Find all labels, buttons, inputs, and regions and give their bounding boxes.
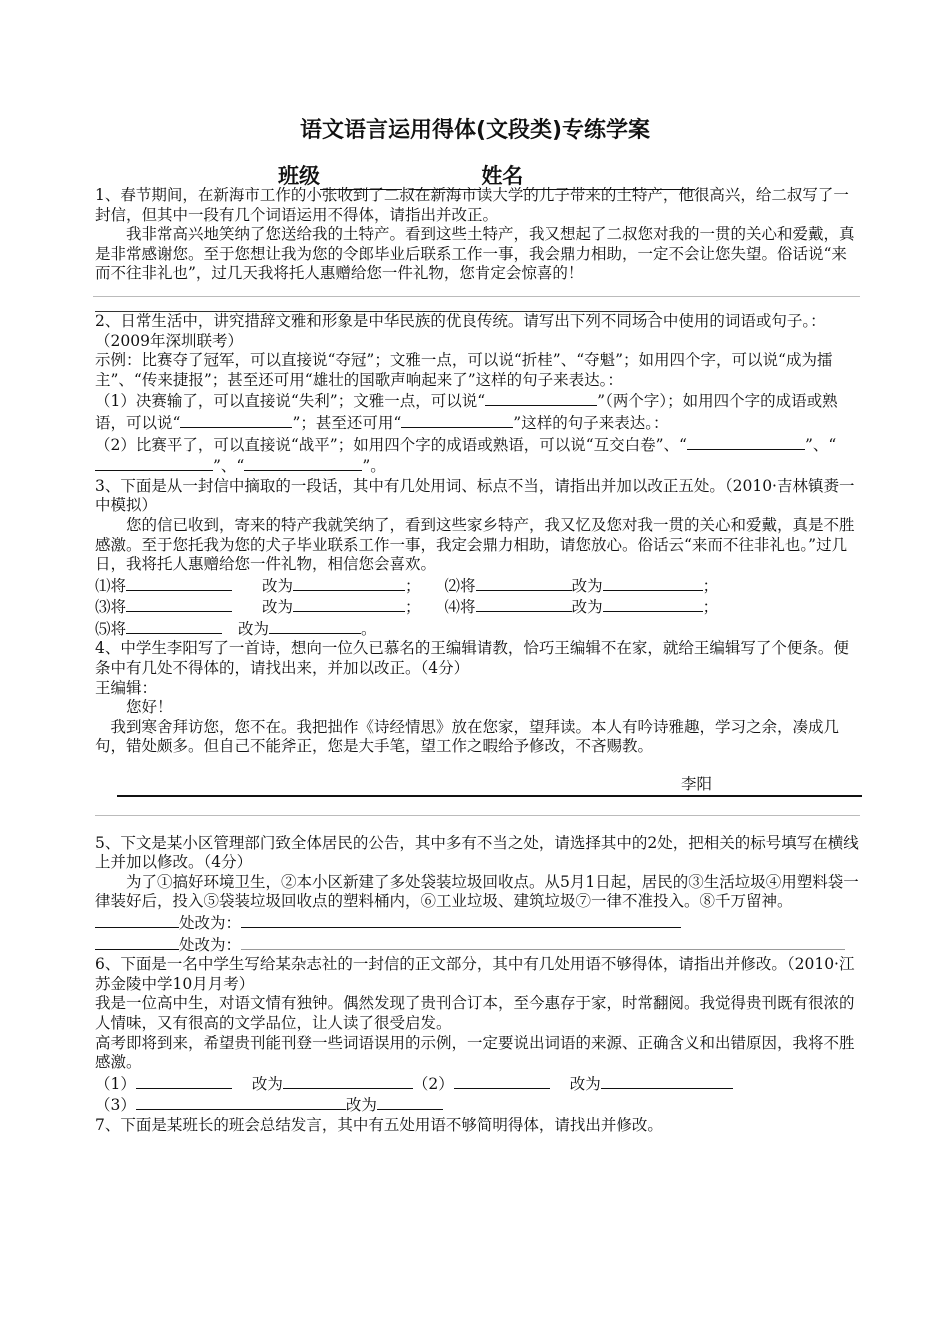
q5-fix1: 处改为： (95, 912, 860, 934)
q1-question: 1、春节期间，在新海市工作的小张收到了二叔在新海市读大学的儿子带来的土特产，他很高兴，给二叔写了一封信，但其中一段有几个词语运用不得体，请指出并改正。 (95, 186, 849, 224)
document-title: 语文语言运用得体(文段类)专练学案 (299, 118, 651, 143)
q3-blank-5b[interactable] (269, 618, 361, 634)
q1-passage: 我非常高兴地笑纳了您送给我的土特产。看到这些土特产，我又想起了二叔您对我的一贯的关心和爱戴，真是非常感谢您。至于您想让我为您的令郎毕业后联系工作一事，我会鼎力相助，一定不会让您失望。俗话说“来而不往非礼也”，过几天我将托人惠赠给您一件礼物，您肯定会惊喜的！ (95, 225, 855, 283)
q4-question: 4、中学生李阳写了一首诗，想向一位久已慕名的王编辑请教，恰巧王编辑不在家，就给王编辑写了个便条。便条中有几处不得体的，请找出来，并加以改正。（4分） (95, 639, 849, 678)
q7-question: 7、下面是某班长的班会总结发言，其中有五处用语不够简明得体，请找出并修改。 (95, 1115, 663, 1134)
q3-blank-5a[interactable] (126, 618, 222, 634)
q3-blank-4a[interactable] (476, 596, 572, 612)
q4-signature: 李阳 (680, 775, 712, 794)
q2-example: 示例：比赛夺了冠军，可以直接说“夺冠”；文雅一点，可以说“折桂”、“夺魁”；如用四个字，可以说“成为擂主”、“传来捷报”；甚至还可用“雄壮的国歌声响起来了”这样的句子来表达。： (95, 351, 833, 389)
q3-blank-3b[interactable] (293, 596, 405, 612)
q6-p2: 高考即将到来，希望贵刊能刊登一些词语误用的示例，一定要说出词语的来源、正确含义和出错原因，我将不胜感激。 (95, 1033, 855, 1072)
q3-blank-2a[interactable] (476, 575, 572, 591)
q6-line1: （1） 改为 （2） 改为 (95, 1073, 860, 1095)
q5-fix2-number-blank[interactable] (95, 934, 179, 950)
q6-p1: 我是一位高中生，对语文情有独钟。偶然发现了贵刊合订本，至今惠存于家，时常翻阅。我觉得贵刊既有很浓的人情味，又有很高的文学品位，让人读了很受启发。 (95, 994, 855, 1032)
q6-blank-1a[interactable] (136, 1073, 232, 1089)
q2-item1-blank2[interactable] (180, 412, 292, 428)
q6-blank-2b[interactable] (601, 1073, 733, 1089)
q3-line3: ⑸将 改为 。 (95, 619, 377, 638)
q3-passage: 您的信已收到，寄来的特产我就笑纳了，看到这些家乡特产，我又忆及您对我一贯的关心和爱戴，真是不胜感激。至于您托我为您的犬子毕业联系工作一事，我定会鼎力相助，请您放心。俗话云“来而不往非礼也。”过几日，我将托人惠赠给您一件礼物，相信您会喜欢。 (95, 515, 855, 574)
q2-question: 2、日常生活中，讲究措辞文雅和形象是中华民族的优良传统。请写出下列不同场合中使用的词语或句子。：（2009年深圳联考） (95, 311, 826, 350)
q2-item1-blank3[interactable] (401, 412, 513, 428)
q2-item2: （2）比赛平了，可以直接说“战平”；如用四个字的成语或熟语，可以说“互交白卷”、“ ”、“”、“ ”。 (95, 435, 837, 476)
q2-item1: （1）决赛输了，可以直接说“失利”；文雅一点，可以说“ ”（两个字）；如用四个字的成语或熟语，可以说“ ”；甚至还可用“ ”这样的句子来表达。： (95, 392, 838, 432)
q6-blank-3a[interactable] (136, 1094, 346, 1110)
q2-item2-blank3[interactable] (244, 455, 362, 471)
q3-blank-1a[interactable] (126, 575, 232, 591)
q3-line1: ⑴将 改为 ； ⑵将 改为 ； (95, 576, 719, 595)
q2-item1-blank1[interactable] (485, 390, 597, 406)
class-label: 班级 (278, 164, 320, 188)
q6-line2: （3） 改为 (95, 1094, 860, 1116)
q3-blank-3a[interactable] (126, 596, 232, 612)
q4-greeting: 您好！ (126, 698, 173, 717)
q5-question: 5、下文是某小区管理部门致全体居民的公告，其中多有不当之处，请选择其中的2处，把相关的标号填写在横线上并加以修改。（4分） (95, 833, 859, 872)
q2-item2-blank2[interactable] (95, 455, 213, 471)
q3-blank-1b[interactable] (293, 575, 405, 591)
q5-passage: 为了①搞好环境卫生，②本小区新建了多处袋装垃圾回收点。从5月1日起，居民的③生活垃圾④用塑料袋一律装好后，投入⑤袋装垃圾回收点的塑料桶内，⑥工业垃圾、建筑垃圾⑦一律不准投入。⑧千万留神。 (95, 872, 859, 911)
q6-question: 6、下面是一名中学生写给某杂志社的一封信的正文部分，其中有几处用语不够得体，请指出并修改。（2010·江苏金陵中学10月月考） (95, 955, 855, 993)
q5-fix2: 处改为： (95, 934, 860, 956)
q6-blank-1b[interactable] (283, 1073, 413, 1089)
q5-fix1-number-blank[interactable] (95, 912, 179, 928)
q6-blank-3b[interactable] (377, 1094, 443, 1110)
q4-salutation: 王编辑： (95, 678, 158, 697)
q4-body: 我到寒舍拜访您，您不在。我把拙作《诗经情思》放在您家，望拜读。本人有吟诗雅趣，学习之余，凑成几句，错处颇多。但自己不能斧正，您是大手笔，望工作之暇给予修改，不吝赐教。 (95, 717, 840, 756)
q3-blank-2b[interactable] (603, 575, 703, 591)
name-label: 姓名 (481, 164, 524, 188)
q3-question: 3、下面是从一封信中摘取的一段话，其中有几处用词、标点不当，请指出并加以改正五处。（2010·吉林镇赉一中模拟） (95, 476, 855, 515)
questions (95, 186, 860, 1136)
q5-fix2-blank[interactable] (241, 934, 845, 950)
q6-blank-2a[interactable] (454, 1073, 550, 1089)
q5-fix1-blank[interactable] (241, 912, 681, 928)
q2-item2-blank1[interactable] (687, 434, 805, 450)
q3-blank-4b[interactable] (603, 596, 703, 612)
q3-line2: ⑶将 改为 ； ⑷将 改为 ； (95, 598, 719, 617)
